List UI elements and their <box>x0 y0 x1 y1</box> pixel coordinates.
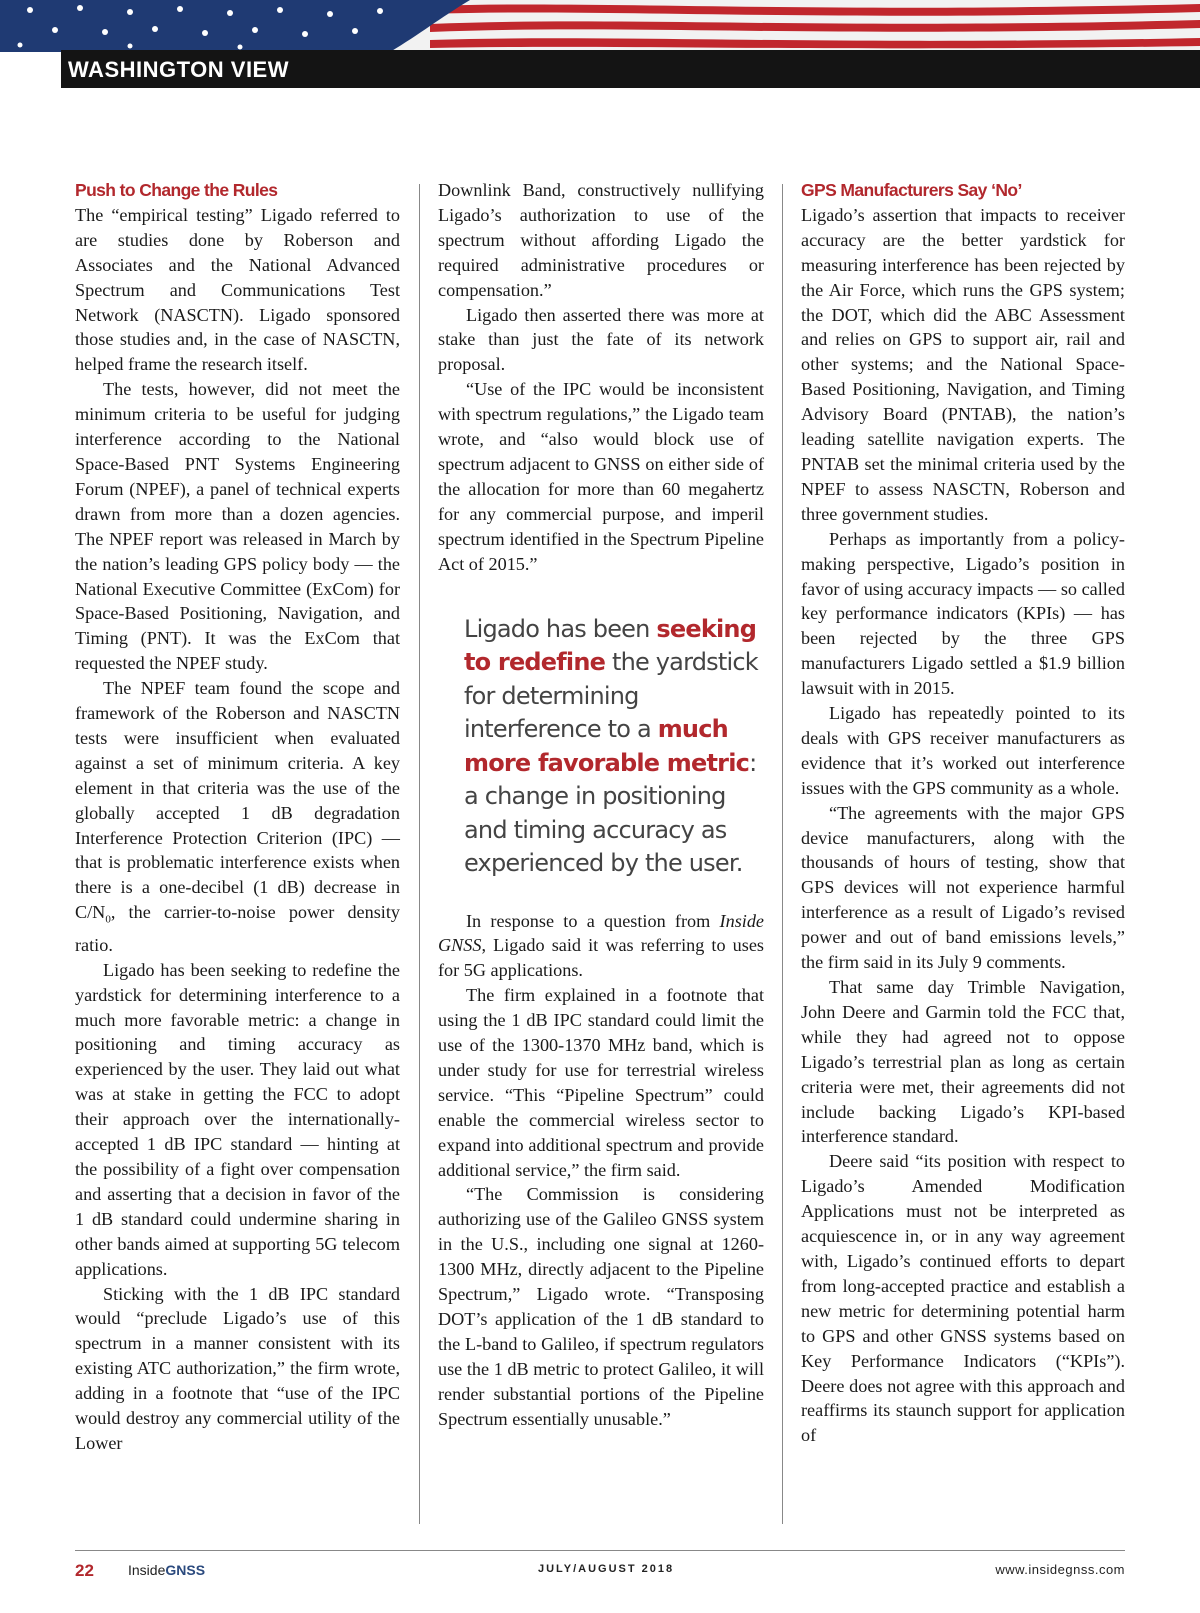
paragraph-text: , the carrier-to-noise power density ratio. <box>75 902 400 955</box>
paragraph: The firm explained in a footnote that using the 1 dB IPC standard could limit the use of the 1300-1370 MHz band, which is under study for use for terrestrial wireless service. “This “Pipeline Spectrum” could enable the commercial wireless sector to expand into additional spectrum and provide additional service,” the firm said. <box>438 985 764 1180</box>
issue-date: JULY/AUGUST 2018 <box>538 1563 675 1575</box>
website-url: www.insidegnss.com <box>995 1562 1125 1577</box>
flag-graphic <box>0 0 1200 52</box>
paragraph: “The Commission is considering authorizing use of the Galileo GNSS system in the U.S., including one signal at 1260-1300 MHz, directly adjacent to the Pipeline Spectrum,” Ligado wrote. “Transposing DOT’s application of the 1 dB standard to the L-band to Galileo, if spectrum regulators use the 1 dB metric to protect Galileo, it will render substantial portions of the Pipeline Spectrum essentially unusable.” <box>438 1184 764 1429</box>
paragraph: The tests, however, did not meet the minimum criteria to be useful for judging interference according to the National Space-Based PNT Systems Engineering Forum (NPEF), a panel of technical experts drawn from more than a dozen agencies. The NPEF report was released in March by the nation’s leading GPS policy body — the National Executive Committee (ExCom) for Space-Based Positioning, Navigation, and Timing (PNT). It was the ExCom that requested the NPEF study. <box>75 379 400 674</box>
paragraph: That same day Trimble Navigation, John Deere and Garmin told the FCC that, while they had agreed not to oppose Ligado’s terrestrial plan as long as certain criteria were met, their agreements did not include backing Ligado’s KPI-based interference standard. <box>801 977 1125 1147</box>
column-divider <box>782 184 783 1524</box>
column-3 <box>801 178 1125 1448</box>
subhead: GPS Manufacturers Say ‘No’ <box>801 180 1022 200</box>
paragraph: Sticking with the 1 dB IPC standard would “preclude Ligado’s use of this spectrum in a manner consistent with its existing ATC authorization,” the firm wrote, adding in a footnote that “use of the IPC would destroy any commercial utility of the Lower <box>75 1283 400 1453</box>
paragraph: “Use of the IPC would be inconsistent with spectrum regulations,” the Ligado team wrote, and “also would block use of spectrum adjacent to GNSS on either side of the allocation for more than 60 megahertz for any commercial purpose, and imperil spectrum identified in the Spectrum Pipeline Act of 2015.” <box>438 379 764 574</box>
paragraph: Ligado then asserted there was more at stake than just the fate of its network proposal. <box>438 304 764 375</box>
paragraph-text: In response to a question from <box>466 910 720 931</box>
brand-gnss: GNSS <box>165 1562 206 1578</box>
section-title: WASHINGTON VIEW <box>68 57 289 82</box>
subscript: 0 <box>105 913 111 926</box>
paragraph: Perhaps as importantly from a policy-making perspective, Ligado’s position in favor of using accuracy impacts — so called key performance indicators (KPIs) — has been rejected by the three GPS manufacturers Ligado settled a $1.9 billion lawsuit with in 2015. <box>801 528 1125 699</box>
pull-quote-highlight: much more favorable metric <box>464 715 750 777</box>
pull-quote-highlight: seeking to redefine <box>464 614 757 676</box>
paragraph: Ligado’s assertion that impacts to receiver accuracy are the better yardstick for measuring interference has been rejected by the Air Force, which runs the GPS system; the DOT, which did the ABC Assessment and relies on GPS to support air, rail and other systems; and the National Space-Based Positioning, Navigation, and Timing Advisory Board (PNTAB), the nation’s leading satellite navigation experts. The PNTAB set the minimal criteria used by the NPEF to assess NASCTN, Roberson and three government studies. <box>801 204 1125 524</box>
paragraph: Downlink Band, constructively nullifying Ligado’s authorization to use of the spectrum without affording Ligado the required administrative procedures or compensation.” <box>438 180 764 300</box>
paragraph-text: The NPEF team found the scope and framework of the Roberson and NASCTN tests were insufficient when evaluated against a set of minimum criteria. A key element in that criteria was the use of the globally accepted 1 dB degradation Interference Protection Criterion (IPC) — that is problematic interference exists when there is a one-decibel (1 dB) decrease in C/N <box>75 678 400 923</box>
column-divider <box>419 184 420 1524</box>
pull-quote <box>464 613 764 881</box>
paragraph: “The agreements with the major GPS device manufacturers, along with the thousands of hours of testing, show that GPS devices will not experience harmful interference as a result of Ligado’s revised power and out of band emissions levels,” the firm said in its July 9 comments. <box>801 802 1125 973</box>
paragraph: Ligado has repeatedly pointed to its deals with GPS receiver manufacturers as evidence that it’s worked out interference issues with the GPS community as a whole. <box>801 703 1125 798</box>
pull-quote-text: : a change in positioning and timing accuracy as experienced by the user. <box>464 748 757 877</box>
pull-quote-text: Ligado has been <box>464 614 657 643</box>
page-number: 22 <box>75 1561 94 1580</box>
paragraph: Deere said “its position with respect to Ligado’s Amended Modification Applications must not be interpreted as acquiescence in, or in any way agreement with, Ligado’s continued efforts to depart from long-accepted practice and establish a new metric for determining potential harm to GPS and other GNSS systems based on Key Performance Indicators (“KPIs”). Deere does not agree with this approach and reaffirms its staunch support for application of <box>801 1151 1125 1446</box>
subhead: Push to Change the Rules <box>75 180 278 200</box>
paragraph: Ligado has been seeking to redefine the yardstick for determining interference to a much more favorable metric: a change in positioning and timing accuracy as experienced by the user. They laid out what was at stake in getting the FCC to adopt their approach over the internationally-accepted 1 dB IPC standard — hinting at the possibility of a fight over compensation and asserting that a decision in favor of the 1 dB standard could undermine sharing in other bands aimed at supporting 5G telecom applications. <box>75 959 400 1279</box>
column-2 <box>438 178 764 1432</box>
column-1 <box>75 178 400 1456</box>
paragraph: The “empirical testing” Ligado referred to are studies done by Roberson and Associates and the National Advanced Spectrum and Communications Test Network (NASCTN). Ligado sponsored those studies and, in the case of NASCTN, helped frame the research itself. <box>75 204 400 375</box>
flag-banner <box>0 0 1200 52</box>
footer-rule <box>75 1550 1125 1551</box>
paragraph-text: , Ligado said it was referring to uses for 5G applications. <box>438 935 764 981</box>
publication-name: Inside GNSS <box>438 910 764 956</box>
brand-inside: Inside <box>128 1562 166 1578</box>
paragraph <box>438 909 764 984</box>
footer-brand <box>128 1562 205 1578</box>
pull-quote-text: the yardstick for determining interference to a <box>464 648 758 743</box>
paragraph <box>75 676 400 958</box>
